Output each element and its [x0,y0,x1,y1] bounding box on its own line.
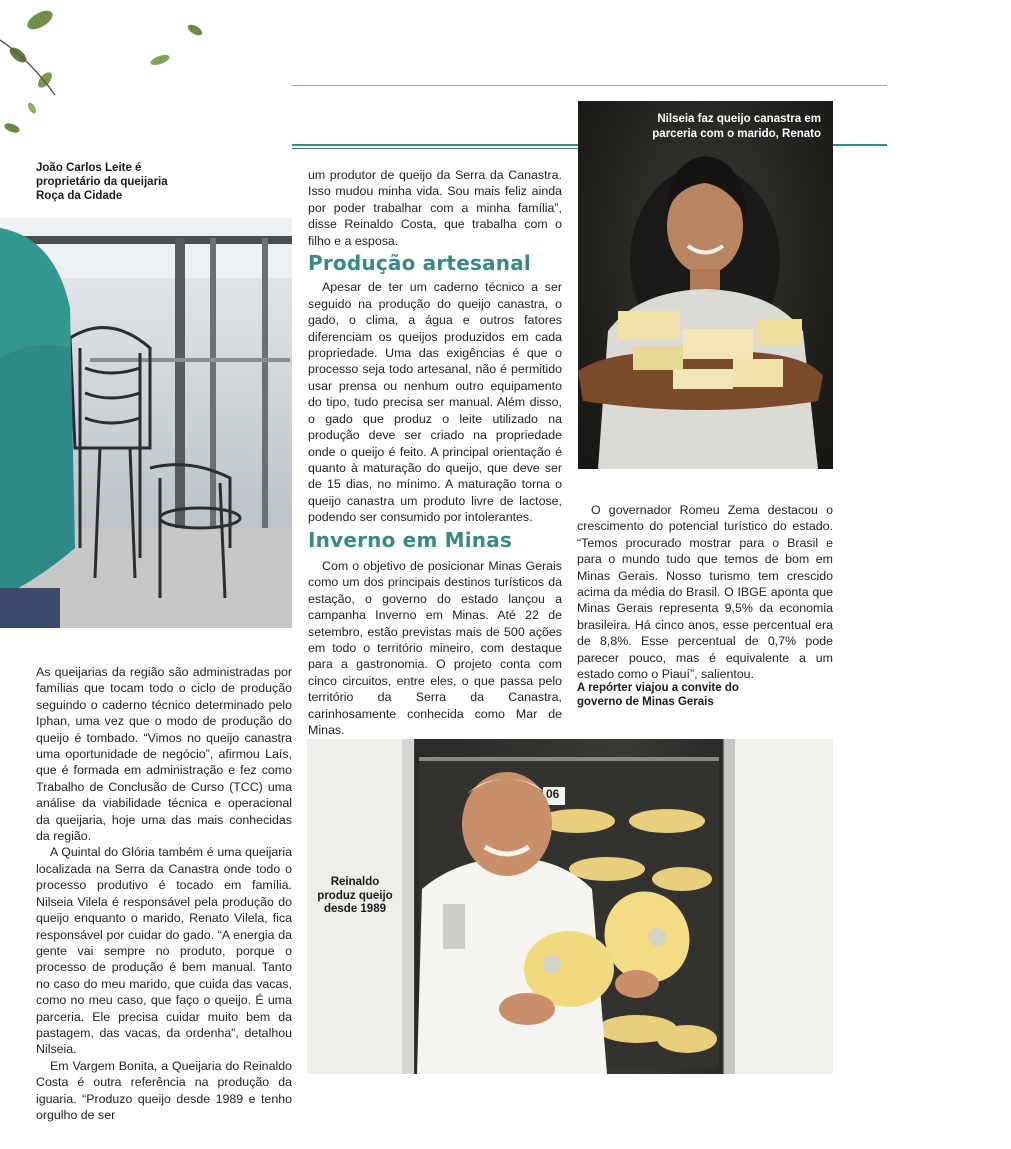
photo-joao-patio [0,218,292,628]
middle-paragraph-2: Com o objetivo de posicionar Minas Gerais como um dos principais destinos turísticos da estação, o governo do estado lançou a campanha Inverno em Minas. Até 22 de setembro, estão previstas mais de 500 ações em todo o território mineiro, com destaque para a gastronomia. O projeto conta com cinco circuitos, entre eles, o que passa pelo território da Serra da Canastra, carinhosamente conhecida como Mar de Minas. [308,558,562,737]
nilseia-illustration [578,101,833,469]
shelf-number-label: 06 [546,787,560,801]
middle-paragraph-1: Apesar de ter um caderno técnico a ser seguido na produção do queijo canastra, o gado, o clima, a água e outros fatores diferenciam os queijos produzidos em cada propriedade. Uma das exigências é que o processo seja todo artesanal, não é permitido usar prensa ou nenhum outro equipamento do tipo, tudo precisa ser manual. Além disso, o gado que produz o leite utilizado na produção deve ser criado na propriedade onde o queijo é feito. A principal orientação é quanto à maturação do queijo, que deve ser de 15 dias, no mínimo. A maturação torna o queijo canastra um produto livre de lactose, podendo ser consumido por intolerantes. [308,280,562,525]
patio-illustration [0,218,292,628]
photo-reinaldo [307,739,833,1074]
section-rule [292,144,578,146]
heading-inverno-em-minas: Inverno em Minas [308,527,513,552]
section-rule-thin [292,148,578,149]
caption-reporter: A repórter viajou a convite do governo de Minas Gerais [577,682,739,708]
caption-joao: João Carlos Leite é proprietário da queijaria Roça da Cidade [36,162,168,202]
left-paragraph-1: As queijarias da região são administradas por famílias que tocam todo o ciclo de produção seguindo o caderno técnico determinado pelo Iphan, uma vez que o modo de produção do queijo é tombado. “Vimos no queijo canastra uma oportunidade de negócio”, afirmou Laís, que é formada em administração e fez como Trabalho de Conclusão de Curso (TCC) uma análise da viabilidade técnica e operacional da queijaria, hoje uma das mais conhecidas da região. [36,665,292,844]
photo-nilseia [578,101,833,469]
right-paragraph-1: O governador Romeu Zema destacou o crescimento do potencial turístico do estado. “Temos procurado mostrar para o Brasil e para o mundo tudo que temos de bom em Minas Gerais. Nosso turismo tem crescido acima da média do Brasil. O IBGE aponta que Minas Gerais representa 9,5% da economia brasileira. Há cinco anos, esse percentual era de 8,8%. Esse percentual de 0,7% pode parecer pouco, mas é equivalente a um estado como o Piauí”, salientou. [577,503,833,682]
left-column [36,664,292,1123]
right-column [577,502,833,682]
caption-nilseia: Nilseia faz queijo canastra em parceria com o marido, Renato [652,113,821,140]
section-rule-right [833,144,887,146]
heading-producao-artesanal: Produção artesanal [308,251,531,276]
middle-paragraph-0: um produtor de queijo da Serra da Canastra. Isso mudou minha vida. Sou mais feliz ainda por poder trabalhar com a minha família”, disse Reinaldo Costa, que trabalha com o filho e a esposa. [308,168,562,248]
caption-reinaldo: Reinaldo produz queijo desde 1989 [317,876,393,915]
top-rule [292,85,887,86]
left-paragraph-2: A Quintal do Glória também é uma queijaria localizada na Serra da Canastra onde todo o processo produtivo é tocado em família. Nilseia Vilela é responsável pela produção do queijo enquanto o marido, Renato Vilela, fica responsável por cuidar do gado. “A energia da gente vai sempre no produto, porque o processo de produção é bem manual. Tanto no caso do meu marido, que cuida das vacas, como no meu caso, que faço o queijo. É uma parceria. Ele precisa cuidar muito bem da pastagem, das vacas, da ordenha”, detalhou Nilseia. [36,845,292,1057]
left-paragraph-3: Em Vargem Bonita, a Queijaria do Reinaldo Costa é outra referência na produção da iguaria. “Produzo queijo desde 1989 e tenho orgulho de ser [36,1058,292,1122]
middle-column [308,167,562,738]
foliage-decoration [0,0,210,150]
